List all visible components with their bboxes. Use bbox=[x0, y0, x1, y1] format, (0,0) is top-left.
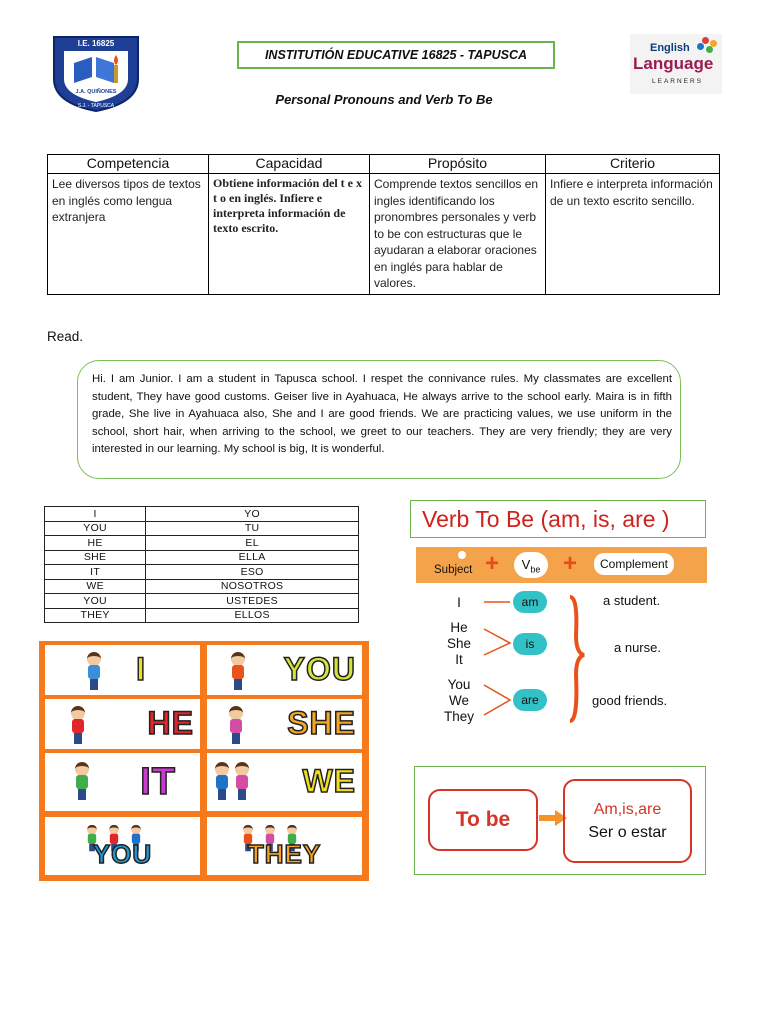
card-word: YOU bbox=[92, 839, 153, 869]
ser-estar-box bbox=[563, 779, 692, 863]
card-you bbox=[207, 645, 362, 695]
logo-line-language: Language bbox=[633, 54, 714, 73]
pronoun-es: USTEDES bbox=[146, 594, 359, 609]
card-he bbox=[45, 699, 200, 749]
card-it bbox=[45, 753, 200, 811]
card-word: I bbox=[136, 651, 146, 687]
pronoun-es: YO bbox=[146, 507, 359, 522]
header-proposito: Propósito bbox=[370, 155, 546, 174]
cell-proposito: Comprende textos sencillos en ingles identificando los pronombres personales y verb to be con estructuras que le ayudaran a elaborar oraciones en inglés para hablar de valores. bbox=[370, 174, 546, 295]
crest-top-text: I.E. 16825 bbox=[77, 39, 115, 48]
pronoun-es: ELLA bbox=[146, 550, 359, 565]
pronoun-row bbox=[45, 550, 359, 565]
competency-header-row bbox=[48, 155, 720, 174]
logo-petal bbox=[697, 43, 704, 50]
kid-illustration bbox=[231, 652, 245, 690]
pronoun-row bbox=[45, 536, 359, 551]
cell-competencia: Lee diversos tipos de textos en inglés como lengua extranjera bbox=[48, 174, 209, 295]
subject-he-she-it: He She It bbox=[446, 620, 472, 667]
verb-to-be-title-text: Verb To Be (am, is, are ) bbox=[422, 505, 670, 532]
pronoun-en: HE bbox=[45, 536, 146, 551]
pronoun-row bbox=[45, 507, 359, 522]
pronoun-row bbox=[45, 521, 359, 536]
formula-subject: Subject bbox=[434, 564, 473, 576]
pronoun-en: YOU bbox=[45, 521, 146, 536]
pronoun-en: IT bbox=[45, 565, 146, 580]
card-word: IT bbox=[140, 761, 176, 803]
kid-illustration bbox=[71, 706, 85, 744]
card-she bbox=[207, 699, 362, 749]
english-language-learners-logo bbox=[630, 34, 722, 94]
pronoun-en: THEY bbox=[45, 608, 146, 623]
verb-am: am bbox=[513, 591, 547, 613]
card-you-plural bbox=[45, 817, 200, 875]
am-is-are-text: Am,is,are bbox=[593, 801, 662, 818]
school-name: INSTITUTIÓN EDUCATIVE 16825 - TAPUSCA bbox=[264, 48, 528, 62]
card-word: HE bbox=[147, 705, 194, 741]
formula-complement: Complement bbox=[594, 553, 674, 575]
competency-table bbox=[47, 154, 720, 295]
plus-icon: + bbox=[563, 550, 578, 577]
pronoun-es: ESO bbox=[146, 565, 359, 580]
competency-body-row bbox=[48, 174, 720, 295]
card-word: WE bbox=[302, 763, 356, 799]
logo-line-learners: LEARNERS bbox=[652, 78, 704, 85]
pronoun-cards-grid bbox=[39, 641, 369, 881]
kid-illustration bbox=[215, 762, 229, 800]
kid-illustration bbox=[87, 652, 101, 690]
kid-illustration bbox=[75, 762, 89, 800]
pronoun-es: ELLOS bbox=[146, 608, 359, 623]
verb-are: are bbox=[513, 689, 547, 711]
complement-nurse: a nurse. bbox=[614, 640, 661, 655]
to-be-label: To be bbox=[428, 789, 538, 851]
read-label: Read. bbox=[47, 329, 84, 344]
verb-to-be-diagram bbox=[412, 545, 709, 735]
kid-illustration bbox=[229, 706, 243, 744]
pronoun-es: NOSOTROS bbox=[146, 579, 359, 594]
logo-petal bbox=[706, 46, 713, 53]
header-capacidad: Capacidad bbox=[209, 155, 370, 174]
pronoun-row bbox=[45, 565, 359, 580]
pronoun-table bbox=[44, 506, 359, 623]
pronoun-row bbox=[45, 608, 359, 623]
pronoun-es: EL bbox=[146, 536, 359, 551]
pronoun-en: YOU bbox=[45, 594, 146, 609]
page-title: Personal Pronouns and Verb To Be bbox=[275, 92, 493, 107]
card-word: SHE bbox=[287, 705, 356, 741]
card-we bbox=[207, 753, 362, 811]
pronoun-en: SHE bbox=[45, 550, 146, 565]
pronoun-es: TU bbox=[146, 521, 359, 536]
card-i bbox=[45, 645, 200, 695]
crest-middle-text: J.A. QUIÑONES bbox=[75, 89, 117, 95]
complement-student: a student. bbox=[603, 593, 661, 608]
formula-verb-v: V bbox=[521, 557, 531, 572]
subject-you-we-they: You We They bbox=[443, 677, 474, 724]
cell-capacidad: Obtiene información del t e x t o en inglés. Infiere e interpreta información de texto escrito. bbox=[209, 174, 370, 295]
cell-criterio: Infiere e interpreta información de un texto escrito sencillo. bbox=[546, 174, 720, 295]
kid-illustration bbox=[235, 762, 249, 800]
logo-petal bbox=[702, 37, 709, 44]
card-word: YOU bbox=[283, 651, 356, 687]
ser-o-estar-text: Ser o estar bbox=[588, 824, 667, 841]
verb-is: is bbox=[513, 633, 547, 655]
card-word: THEY bbox=[247, 839, 322, 869]
school-name-box bbox=[237, 41, 555, 69]
to-be-summary-box bbox=[414, 766, 706, 875]
header-criterio: Criterio bbox=[546, 155, 720, 174]
logo-line-english: English bbox=[650, 42, 690, 54]
formula-verb-sub: be bbox=[530, 564, 541, 575]
complement-friends: good friends. bbox=[592, 693, 668, 708]
reading-passage: Hi. I am Junior. I am a student in Tapusca school. I respet the connivance rules. My classmates are excellent student, They have good customs. Geiser live in Ayahuaca, He always arrive to the school early. Maira is in fifth grade, She live in Ayahuaca also, She and I are good friends. We are practicing values, we use uniform in the school, short hair, when arriving to the school, we greet to our teachers. They are very friendly; they are very interested in our learning. My school is big, It is wonderful. bbox=[77, 360, 681, 479]
pronoun-en: WE bbox=[45, 579, 146, 594]
crest-bottom-text: S.J. - TAPUSCA bbox=[77, 103, 115, 109]
card-they bbox=[207, 817, 362, 875]
verb-to-be-title bbox=[410, 500, 706, 538]
header-competencia: Competencia bbox=[48, 155, 209, 174]
pronoun-row bbox=[45, 579, 359, 594]
plus-icon: + bbox=[485, 550, 500, 577]
pronoun-en: I bbox=[45, 507, 146, 522]
pronoun-row bbox=[45, 594, 359, 609]
subject-i: I bbox=[457, 595, 461, 610]
